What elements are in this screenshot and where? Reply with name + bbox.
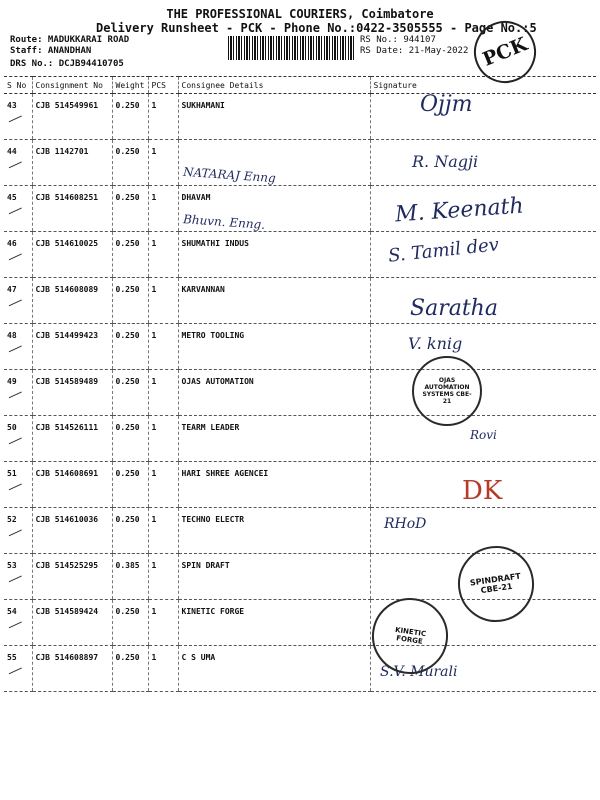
signature-48: V. knig bbox=[408, 334, 463, 353]
cell-weight: 0.385 bbox=[112, 554, 148, 600]
cell-sno: 44 bbox=[4, 140, 32, 186]
cell-sno: 52 bbox=[4, 508, 32, 554]
table-row bbox=[4, 370, 596, 416]
cell-pcs: 1 bbox=[148, 462, 178, 508]
cell-weight: 0.250 bbox=[112, 324, 148, 370]
cell-sno: 49 bbox=[4, 370, 32, 416]
cell-signature bbox=[370, 94, 596, 140]
signature-43: Ojjm bbox=[420, 92, 473, 117]
cell-pcs: 1 bbox=[148, 554, 178, 600]
cell-pcs: 1 bbox=[148, 600, 178, 646]
check-mark-icon bbox=[9, 483, 25, 497]
signature-52: RHoD bbox=[384, 516, 427, 532]
rs-number: RS No.: 944107 bbox=[360, 35, 436, 45]
cell-signature bbox=[370, 140, 596, 186]
cell-weight: 0.250 bbox=[112, 278, 148, 324]
cell-pcs: 1 bbox=[148, 278, 178, 324]
check-mark-icon bbox=[9, 345, 25, 359]
staff-label: Staff: ANANDHAN bbox=[10, 46, 92, 56]
rs-date: RS Date: 21-May-2022 bbox=[360, 46, 469, 56]
table-row bbox=[4, 324, 596, 370]
cell-weight: 0.250 bbox=[112, 508, 148, 554]
signature-47: Saratha bbox=[410, 296, 498, 321]
cell-consignment: CJB 514608089 bbox=[32, 278, 112, 324]
cell-pcs: 1 bbox=[148, 324, 178, 370]
cell-consignment: CJB 514499423 bbox=[32, 324, 112, 370]
cell-consignee: TEARM LEADER bbox=[178, 416, 370, 462]
table-row bbox=[4, 94, 596, 140]
cell-consignee: DHAVAM bbox=[178, 186, 370, 232]
check-mark-icon bbox=[9, 667, 25, 681]
check-mark-icon bbox=[9, 529, 25, 543]
cell-consignee: OJAS AUTOMATION bbox=[178, 370, 370, 416]
cell-consignment: CJB 514549961 bbox=[32, 94, 112, 140]
signature-50: Rovi bbox=[470, 428, 497, 442]
cell-pcs: 1 bbox=[148, 416, 178, 462]
cell-consignee: SUKHAMANI bbox=[178, 94, 370, 140]
cell-consignee: TECHNO ELECTR bbox=[178, 508, 370, 554]
cell-consignee: KINETIC FORGE bbox=[178, 600, 370, 646]
check-mark-icon bbox=[9, 621, 25, 635]
cell-consignment: CJB 514589489 bbox=[32, 370, 112, 416]
cell-consignment: CJB 514589424 bbox=[32, 600, 112, 646]
drs-number: DRS No.: DCJB94410705 bbox=[10, 59, 124, 69]
signature-45: M. Keenath bbox=[394, 193, 525, 228]
cell-signature bbox=[370, 324, 596, 370]
cell-weight: 0.250 bbox=[112, 140, 148, 186]
cell-weight: 0.250 bbox=[112, 416, 148, 462]
cell-weight: 0.250 bbox=[112, 232, 148, 278]
cell-consignment: CJB 514610025 bbox=[32, 232, 112, 278]
pck-stamp: PCK bbox=[465, 12, 546, 93]
barcode bbox=[228, 36, 354, 60]
table-row bbox=[4, 416, 596, 462]
cell-pcs: 1 bbox=[148, 140, 178, 186]
signature-44: R. Nagji bbox=[412, 152, 479, 171]
col-consignee: Consignee Details bbox=[178, 77, 370, 94]
cell-signature bbox=[370, 370, 596, 416]
cell-consignment: CJB 514608691 bbox=[32, 462, 112, 508]
route-label: Route: MADUKKARAI ROAD bbox=[10, 35, 130, 45]
table-row bbox=[4, 232, 596, 278]
col-pcs: PCS bbox=[148, 77, 178, 94]
table-row bbox=[4, 278, 596, 324]
cell-sno: 47 bbox=[4, 278, 32, 324]
cell-sno: 43 bbox=[4, 94, 32, 140]
cell-consignee: METRO TOOLING bbox=[178, 324, 370, 370]
runsheet-subtitle: Delivery Runsheet - PCK - Phone No.:0422-3505555 - Page No.:5 bbox=[96, 21, 537, 35]
col-sno: S No bbox=[4, 77, 32, 94]
cell-sno: 53 bbox=[4, 554, 32, 600]
cell-pcs: 1 bbox=[148, 232, 178, 278]
cell-consignee: C S UMA bbox=[178, 646, 370, 692]
cell-sno: 46 bbox=[4, 232, 32, 278]
col-signature: Signature bbox=[370, 77, 596, 94]
table-header-row bbox=[4, 77, 596, 94]
cell-pcs: 1 bbox=[148, 94, 178, 140]
ojas-stamp: OJAS AUTOMATION SYSTEMS CBE-21 bbox=[412, 356, 482, 426]
cell-consignee: KARVANNAN bbox=[178, 278, 370, 324]
check-mark-icon bbox=[9, 391, 25, 405]
check-mark-icon bbox=[9, 299, 25, 313]
cell-consignee: HARI SHREE AGENCEI bbox=[178, 462, 370, 508]
check-mark-icon bbox=[9, 253, 25, 267]
signature-55: S.V. Murali bbox=[380, 664, 458, 680]
cell-consignment: CJB 514610036 bbox=[32, 508, 112, 554]
runsheet-title: THE PROFESSIONAL COURIERS, Coimbatore bbox=[166, 7, 434, 21]
check-mark-icon bbox=[9, 207, 25, 221]
spindraft-stamp: SPINDRAFT CBE-21 bbox=[453, 541, 539, 627]
check-mark-icon bbox=[9, 115, 25, 129]
cell-weight: 0.250 bbox=[112, 370, 148, 416]
cell-sno: 55 bbox=[4, 646, 32, 692]
cell-sno: 45 bbox=[4, 186, 32, 232]
cell-consignee: SPIN DRAFT bbox=[178, 554, 370, 600]
table-row bbox=[4, 646, 596, 692]
cell-weight: 0.250 bbox=[112, 94, 148, 140]
cell-sno: 54 bbox=[4, 600, 32, 646]
cell-consignee: SHUMATHI INDUS bbox=[178, 232, 370, 278]
cell-weight: 0.250 bbox=[112, 186, 148, 232]
cell-pcs: 1 bbox=[148, 646, 178, 692]
check-mark-icon bbox=[9, 575, 25, 589]
check-mark-icon bbox=[9, 161, 25, 175]
cell-pcs: 1 bbox=[148, 186, 178, 232]
kinetic-forge-stamp: KINETIC FORGE bbox=[367, 593, 453, 679]
table-row bbox=[4, 140, 596, 186]
handwritten-nataraj: NATARAJ Enng bbox=[182, 164, 277, 186]
col-weight: Weight bbox=[112, 77, 148, 94]
cell-consignment: CJB 514525295 bbox=[32, 554, 112, 600]
cell-sno: 50 bbox=[4, 416, 32, 462]
cell-consignment: CJB 514608897 bbox=[32, 646, 112, 692]
cell-sno: 51 bbox=[4, 462, 32, 508]
cell-consignment: CJB 514526111 bbox=[32, 416, 112, 462]
col-consignment: Consignment No bbox=[32, 77, 112, 94]
cell-sno: 48 bbox=[4, 324, 32, 370]
cell-pcs: 1 bbox=[148, 508, 178, 554]
cell-weight: 0.250 bbox=[112, 646, 148, 692]
cell-consignment: CJB 514608251 bbox=[32, 186, 112, 232]
signature-51: DK bbox=[462, 476, 503, 506]
cell-weight: 0.250 bbox=[112, 462, 148, 508]
cell-pcs: 1 bbox=[148, 370, 178, 416]
table-row bbox=[4, 462, 596, 508]
signature-46: S. Tamil dev bbox=[387, 234, 500, 267]
check-mark-icon bbox=[9, 437, 25, 451]
cell-weight: 0.250 bbox=[112, 600, 148, 646]
handwritten-bhuvan: Bhuvn. Enng. bbox=[182, 212, 266, 232]
cell-consignment: CJB 1142701 bbox=[32, 140, 112, 186]
